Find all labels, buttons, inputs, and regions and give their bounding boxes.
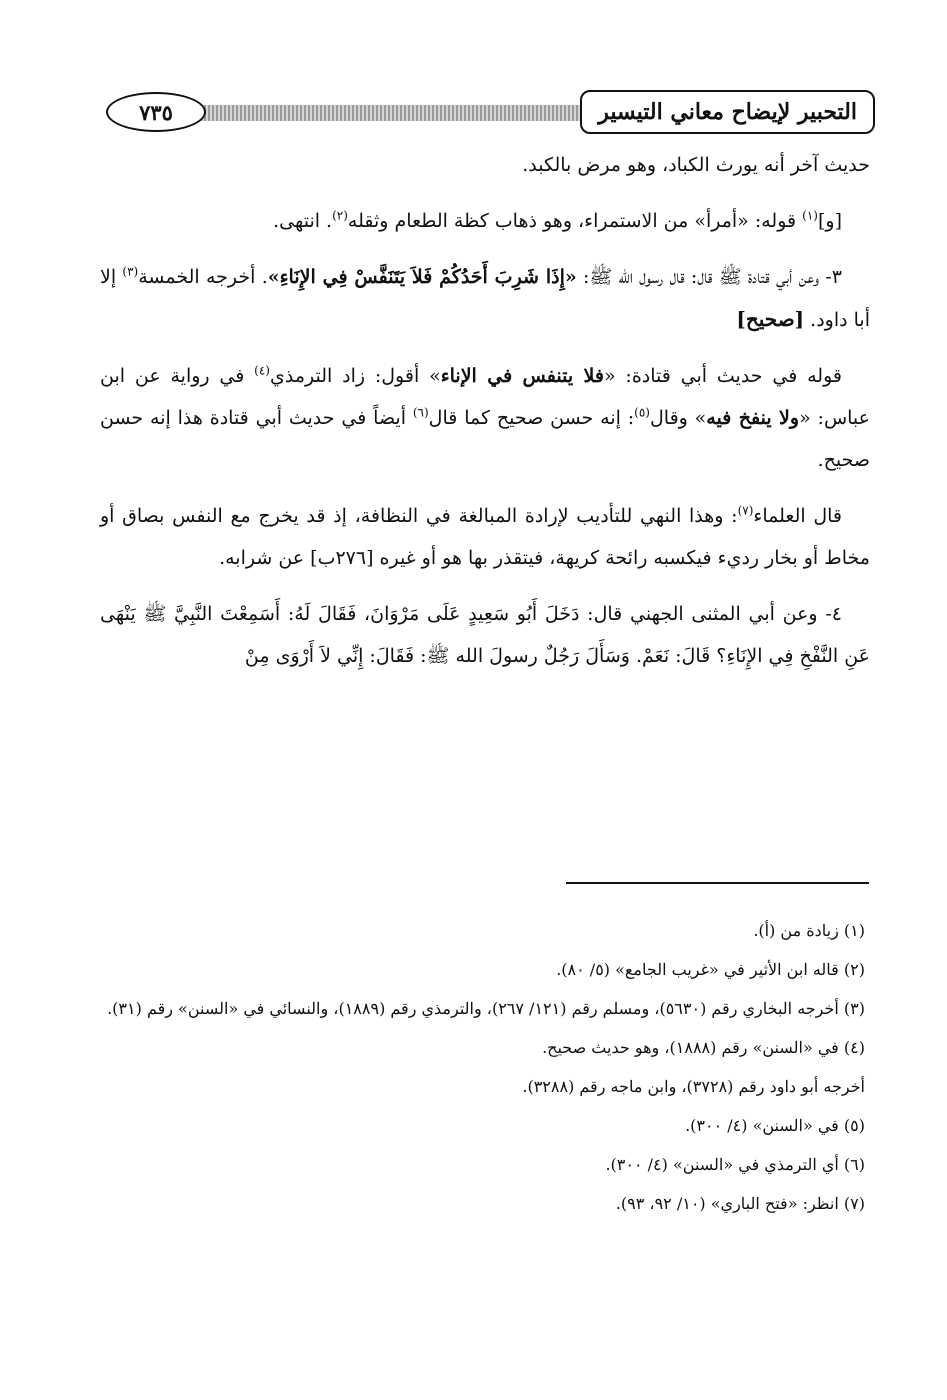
bracket-addition: [و] [817, 210, 842, 232]
footnote-ref-2: (٢) [332, 208, 348, 223]
p5-part-b: : وهذا النهي للتأديب لإرادة المبالغة في النظافة، إذ قد يخرج مع النفس بصاق أو مخاط أو بخار رديء فيكسبه رائحة كريهة، فيتقذر بها هو أو غيره [٢٧٦ب] عن شرابه. [100, 505, 870, 569]
page-number-text: ٧٣٥ [139, 99, 173, 125]
hadith-3-matn: «إِذَا شَرِبَ أَحَدُكُمْ فَلاَ يَتَنَفَّسْ فِي الإِنَاءِ» [267, 266, 577, 288]
main-text [100, 144, 870, 691]
footnote-divider [566, 882, 869, 884]
book-title [580, 90, 875, 134]
footnote-ref-4: (٤) [254, 363, 270, 378]
footnote-4: (٤) في «السنن» رقم (١٨٨٨)، وهو حديث صحيح. [542, 1038, 865, 1057]
paragraph-2-end: . انتهى. [273, 210, 333, 232]
paragraph-1-text: حديث آخر أنه يورث الكباد، وهو مرض بالكبد. [522, 154, 870, 176]
hadith-3-takhrij: . أخرجه الخمسة [138, 266, 268, 288]
paragraph-1 [100, 144, 870, 186]
p4-quote-1: فلا يتنفس في الإناء [440, 365, 604, 387]
hadith-4-text: ٤- وعن أبي المثنى الجهني قال: دَخَلَ أَبُو سَعِيدٍ عَلَى مَرْوَانَ، فَقَالَ لَهُ: أَسَمِعْتَ النَّبِيَّ ﷺ يَنْهَى عَنِ النَّفْخِ فِي الإِنَاءِ؟ قَالَ: نَعَمْ. وَسَأَلَ رَجُلٌ رسولَ الله ﷺ: فَقَالَ: إِنِّي لاَ أَرْوَى مِنْ [100, 603, 870, 667]
p4-part-d: » وقال [649, 407, 707, 429]
p4-part-a: قوله في حديث أبي قتادة: « [603, 365, 842, 387]
paragraph-4 [100, 355, 870, 481]
hadith-3-takhrij-end: إلا أبا داود. [100, 266, 870, 331]
hadith-3-isnad: ٣- وعن أبي قتادة ﷺ قال: قال رسول الله ﷺ: [576, 266, 842, 288]
paragraph-2 [100, 200, 870, 242]
footnote-ref-5: (٥) [634, 405, 650, 420]
footnote-3: (٣) أخرجه البخاري رقم (٥٦٣٠)، ومسلم رقم (١٢١/ ٢٦٧)، والترمذي رقم (١٨٨٩)، والنسائي في «السنن» رقم (٣١). [107, 999, 865, 1018]
paragraph-5 [100, 495, 870, 579]
paragraph-3-hadith [100, 256, 870, 341]
footnotes [100, 914, 865, 1226]
footnote-7: (٧) انظر: «فتح الباري» (١٠/ ٩٢، ٩٣). [615, 1194, 865, 1213]
footnote-2: (٢) قاله ابن الأثير في «غريب الجامع» (٥/ ٨٠). [556, 960, 865, 979]
footnote-ref-7: (٧) [737, 503, 754, 518]
footnote-ref-3: (٣) [122, 264, 139, 279]
footnote-ref-1: (١) [802, 208, 818, 223]
paragraph-2-text: قوله: «أمرأ» من الاستمراء، وهو ذهاب كظة الطعام وثقله [347, 210, 803, 232]
hadith-grade-badge: [صحيح] [736, 307, 805, 331]
header-ornament-band [180, 105, 625, 121]
book-title-text: التحبير لإيضاح معاني التيسير [598, 99, 857, 125]
footnote-6: (٦) أي الترمذي في «السنن» (٤/ ٣٠٠). [605, 1155, 865, 1174]
p5-part-a: قال العلماء [753, 505, 843, 527]
p4-quote-2: ولا ينفخ فيه [706, 407, 800, 429]
footnote-1: (١) زيادة من (أ). [753, 921, 865, 940]
footnote-5: (٥) في «السنن» (٤/ ٣٠٠). [685, 1116, 865, 1135]
footnote-ref-6: (٦) [412, 405, 429, 420]
p4-part-b: » أقول: زاد الترمذي [269, 365, 441, 387]
page-header [100, 88, 875, 138]
page-number [106, 92, 206, 132]
paragraph-6-hadith [100, 593, 870, 677]
p4-part-c: في رواية عن ابن عباس: « [100, 365, 870, 429]
p4-part-f: أيضاً في حديث أبي قتادة هذا إنه حسن صحيح. [100, 407, 870, 471]
footnote-4-continued: أخرجه أبو داود رقم (٣٧٢٨)، وابن ماجه رقم (٣٢٨٨). [522, 1077, 865, 1096]
p4-part-e: : إنه حسن صحيح كما قال [428, 407, 635, 429]
